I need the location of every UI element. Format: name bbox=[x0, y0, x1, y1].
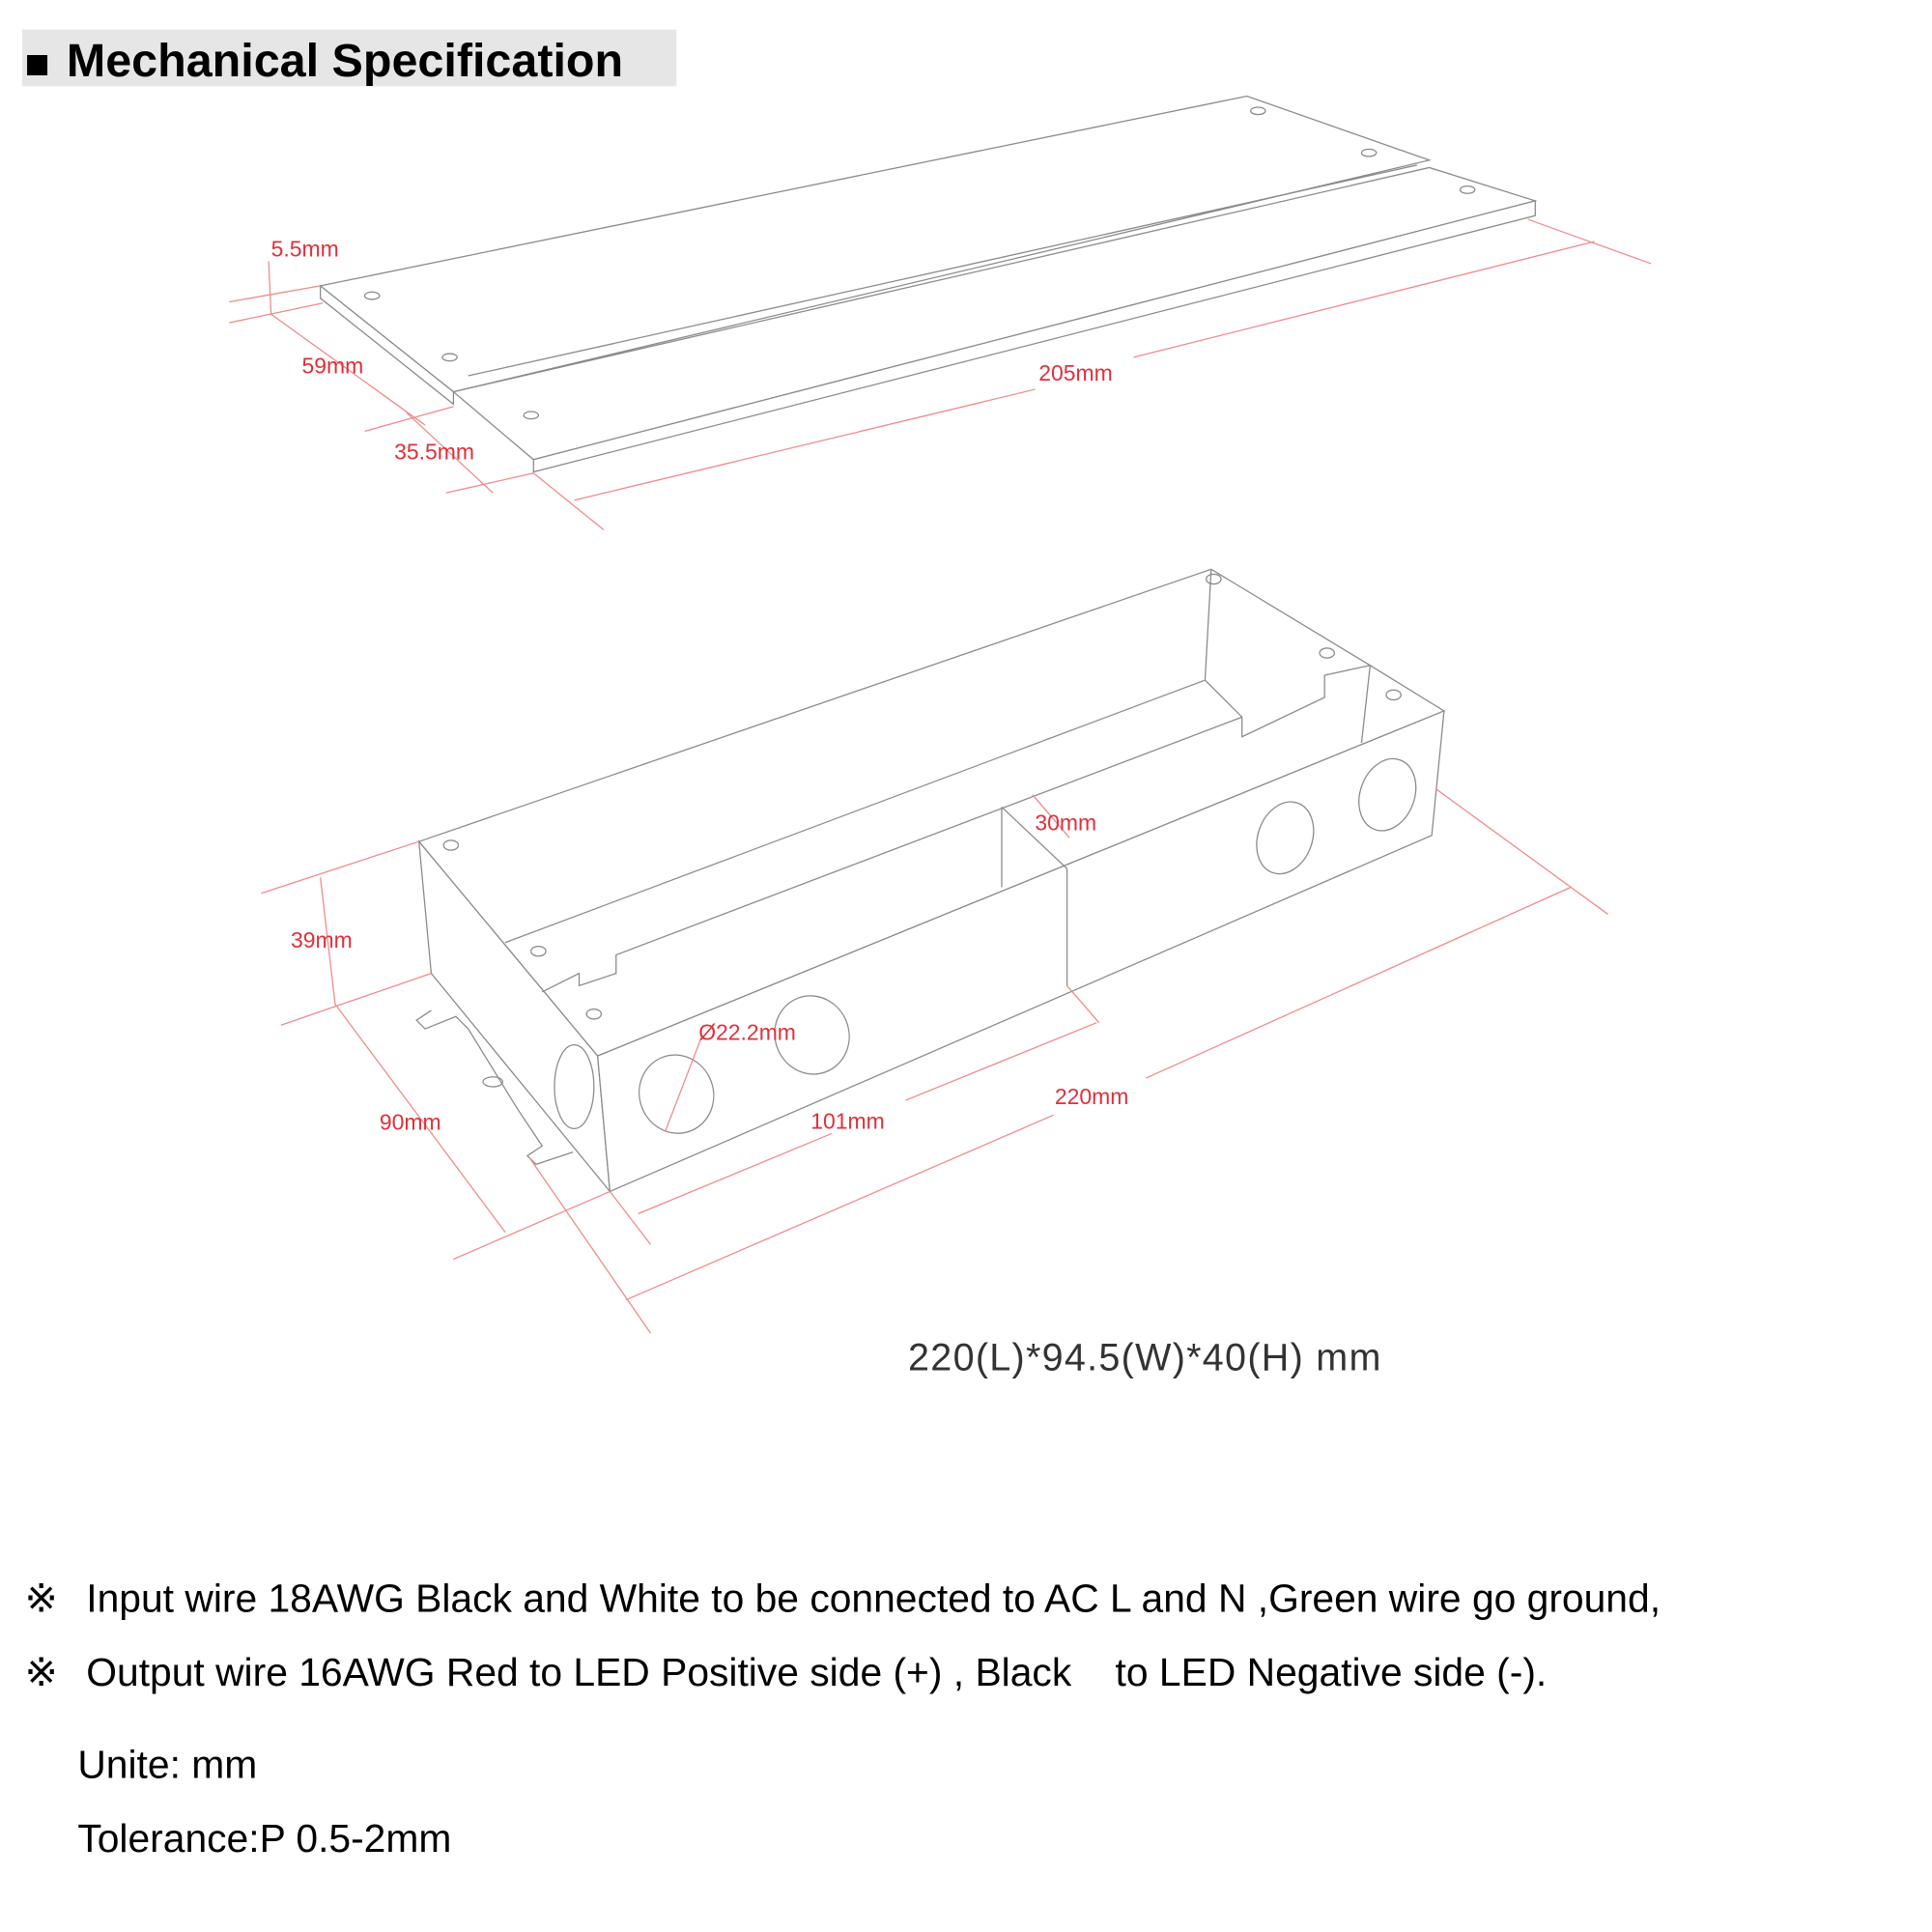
note-input-wire: Input wire 18AWG Black and White to be connected to AC L and N ,Green wire go ground, bbox=[86, 1576, 1662, 1621]
dim-length: 205mm bbox=[1038, 360, 1113, 386]
note-output-wire: Output wire 16AWG Red to LED Positive side (+) , Black to LED Negative side (-). bbox=[86, 1649, 1548, 1694]
notes bbox=[25, 1576, 1662, 1861]
dim-lip: 35.5mm bbox=[394, 439, 475, 465]
dim-hole-diameter: Ø22.2mm bbox=[698, 1019, 796, 1045]
enclosure-box-drawing bbox=[261, 569, 1607, 1333]
dim-depth: 90mm bbox=[379, 1109, 441, 1135]
unit-label: Unite: mm bbox=[77, 1742, 258, 1787]
dim-box-length: 220mm bbox=[1054, 1083, 1129, 1109]
section-header bbox=[22, 30, 676, 88]
note-mark: ※ bbox=[24, 1649, 58, 1694]
page-title: Mechanical Specification bbox=[66, 35, 624, 88]
overall-size: 220(L)*94.5(W)*40(H) mm bbox=[908, 1336, 1382, 1379]
dim-width: 59mm bbox=[301, 353, 364, 379]
dim-partition: 30mm bbox=[1035, 810, 1097, 836]
tolerance-label: Tolerance:P 0.5-2mm bbox=[77, 1816, 452, 1861]
header-bullet: ■ bbox=[24, 41, 50, 88]
dim-inner-length: 101mm bbox=[810, 1108, 885, 1134]
dim-thickness: 5.5mm bbox=[270, 236, 339, 262]
note-mark: ※ bbox=[24, 1576, 58, 1621]
dim-height: 39mm bbox=[291, 926, 353, 952]
cover-plate-drawing bbox=[229, 96, 1651, 529]
